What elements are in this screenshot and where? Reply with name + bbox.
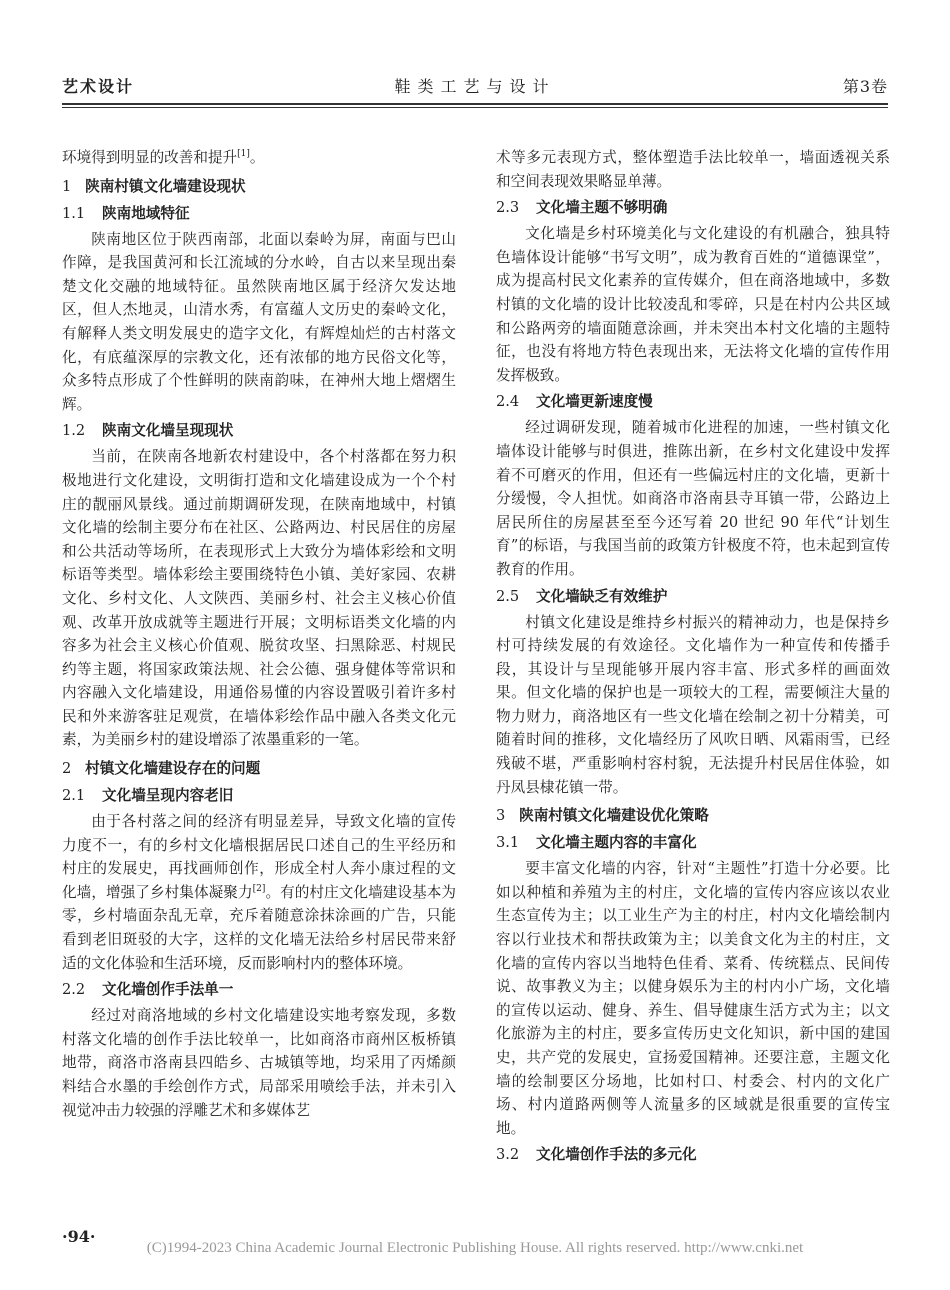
running-header [62,70,888,104]
header-volume: 第3卷 [842,77,888,96]
paragraph-2-2: 经过对商洛地域的乡村文化墙建设实地考察发现，多数村落文化墙的创作手法比较单一，比如商洛市商州区板桥镇地带，商洛市洛南县四皓乡、古城镇等地，均采用了丙烯颜料结合水墨的手绘创作方式，局部采用喷绘手法，并未引入视觉冲击力较强的浮雕艺术和多媒体艺 [62,1007,456,1119]
paragraph-3-1: 要丰富文化墙的内容，针对“主题性”打造十分必要。比如以种植和养殖为主的村庄，文化墙的宣传内容应该以农业生态宣传为主；以工业生产为主的村庄，村内文化墙绘制内容以行业技术和帮扶政策为主；以美食文化为主的村庄，文化墙的宣传内容以当地特色佳肴、菜肴、传统糕点、民间传说、故事教义为主；以健身娱乐为主的村内小广场，文化墙的宣传以运动、健身、养生、倡导健康生活方式为主；以文化旅游为主的村庄，要多宣传历史文化知识，新中国的建国史，共产党的发展史，宣扬爱国精神。还要注意，主题文化墙的绘制要区分场地，比如村口、村委会、村内的文化广场、村内道路两侧等人流量多的区域就是很重要的宣传宝地。 [496,860,890,1137]
header-rule-thin [62,107,888,108]
heading-section-2-1: 2.1 文化墙呈现内容老旧 [62,787,234,805]
header-section-name: 艺术设计 [62,77,135,96]
paragraph-2-1: 由于各村落之间的经济有明显差异，导致文化墙的宣传力度不一，有的乡村文化墙根据居民口述自己的生平经历和村庄的发展史，再找画师创作，形成全村人奔小康过程的文化墙，增强了乡村集体凝聚力[2]。有的村庄文化墙建设基本为零，乡村墙面杂乱无章，充斥着随意涂抹涂画的广告，只能看到老旧斑驳的大字，这样的文化墙无法给乡村居民带来舒适的文化体验和生活环境，反而影响村内的整体环境。 [62,813,456,972]
heading-section-1-2: 1.2 陕南文化墙呈现现状 [62,422,234,440]
paragraph-2-4: 经过调研发现，随着城市化进程的加速，一些村镇文化墙体设计能够与时俱进，推陈出新，在乡村文化建设中发挥着不可磨灭的作用，但还有一些偏远村庄的文化墙，更新十分缓慢，令人担忧。如商洛市洛南县寺耳镇一带，公路边上居民所住的房屋甚至至今还写着 20 世纪 90 年代“计划生育”的标语，与我国当前的政策方针极度不符，也未起到宣传教育的作用。 [496,419,890,578]
header-journal-title: 鞋类工艺与设计 [394,77,556,96]
citation-1[interactable]: [1] [237,149,250,160]
heading-section-3-2: 3.2 文化墙创作手法的多元化 [496,1146,697,1164]
intro-paragraph: 环境得到明显的改善和提升[1]。 [62,149,265,166]
heading-section-1-1: 1.1 陕南地域特征 [62,204,190,222]
paragraph-2-2-continued: 术等多元表现方式，整体塑造手法比较单一，墙面透视关系和空间表现效果略显单薄。 [496,149,890,190]
heading-section-2: 2 村镇文化墙建设存在的问题 [62,760,261,778]
heading-section-1: 1 陕南村镇文化墙建设现状 [62,177,246,195]
left-column [62,146,456,1122]
citation-2[interactable]: [2] [252,883,266,894]
copyright-footer: (C)1994-2023 China Academic Journal Electronic Publishing House. All rights reserved. http://www.cnki.net [146,1240,804,1256]
paragraph-2-3: 文化墙是乡村环境美化与文化建设的有机融合，独具特色墙体设计能够“书写文明”，成为教育百姓的“道德课堂”，成为提高村民文化素养的宣传媒介，但在商洛地域中，多数村镇的文化墙的设计比较凌乱和零碎，只是在村内公共区域和公路两旁的墙面随意涂画，并未突出本村文化墙的主题特征，也没有将地方特色表现出来，无法将文化墙的宣传作用发挥极致。 [496,225,890,384]
right-column [496,146,890,1169]
paragraph-1-1: 陕南地区位于陕西南部，北面以秦岭为屏，南面与巴山作障，是我国黄河和长江流域的分水岭，自古以来呈现出秦楚文化交融的地域特征。虽然陕南地区属于经济欠发达地区，但人杰地灵，山清水秀，有富蕴人文历史的秦岭文化，有解释人类文明发展史的造字文化，有辉煌灿烂的古村落文化，有底蕴深厚的宗教文化，还有浓郁的地方民俗文化等，众多特点形成了个性鲜明的陕南韵味，在神州大地上熠熠生辉。 [62,230,456,413]
paragraph-2-5: 村镇文化建设是维持乡村振兴的精神动力，也是保持乡村可持续发展的有效途径。文化墙作为一种宣传和传播手段，其设计与呈现能够开展内容丰富、形式多样的画面效果。但文化墙的保护也是一项较大的工程，需要倾注大量的物力财力，商洛地区有一些文化墙在绘制之初十分精美，可随着时间的推移，文化墙经历了风吹日晒、风霜雨雪，已经残破不堪，严重影响村容村貌，无法提升村民居住体验，如丹凤县棣花镇一带。 [496,613,890,796]
heading-section-2-4: 2.4 文化墙更新速度慢 [496,393,653,411]
heading-section-3-1: 3.1 文化墙主题内容的丰富化 [496,834,697,852]
page-number: ·94· [62,1227,96,1246]
heading-section-2-2: 2.2 文化墙创作手法单一 [62,981,234,999]
heading-section-2-3: 2.3 文化墙主题不够明确 [496,199,668,217]
heading-section-2-5: 2.5 文化墙缺乏有效维护 [496,587,668,605]
header-rule-thick [62,103,888,105]
paragraph-1-2: 当前，在陕南各地新农村建设中，各个村落都在努力积极地进行文化建设，文明街打造和文化墙建设成为一个个村庄的靓丽风景线。通过前期调研发现，在陕南地域中，村镇文化墙的绘制主要分布在社区、公路两边、村民居住的房屋和公共活动等场所，在表现形式上大致分为墙体彩绘和文明标语等类型。墙体彩绘主要围绕特色小镇、美好家园、农耕文化、乡村文化、人文陕西、美丽乡村、社会主义核心价值观、改革开放成就等主题进行开展；文明标语类文化墙的内容多为社会主义核心价值观、脱贫攻坚、扫黑除恶、村规民约等主题，将国家政策法规、社会公德、强身健体等常识和内容融入文化墙建设，用通俗易懂的内容设置吸引着许多村民和外来游客驻足观赏，在墙体彩绘作品中融入各类文化元素，为美丽乡村的建设增添了浓墨重彩的一笔。 [62,448,456,749]
heading-section-3: 3 陕南村镇文化墙建设优化策略 [496,807,709,825]
